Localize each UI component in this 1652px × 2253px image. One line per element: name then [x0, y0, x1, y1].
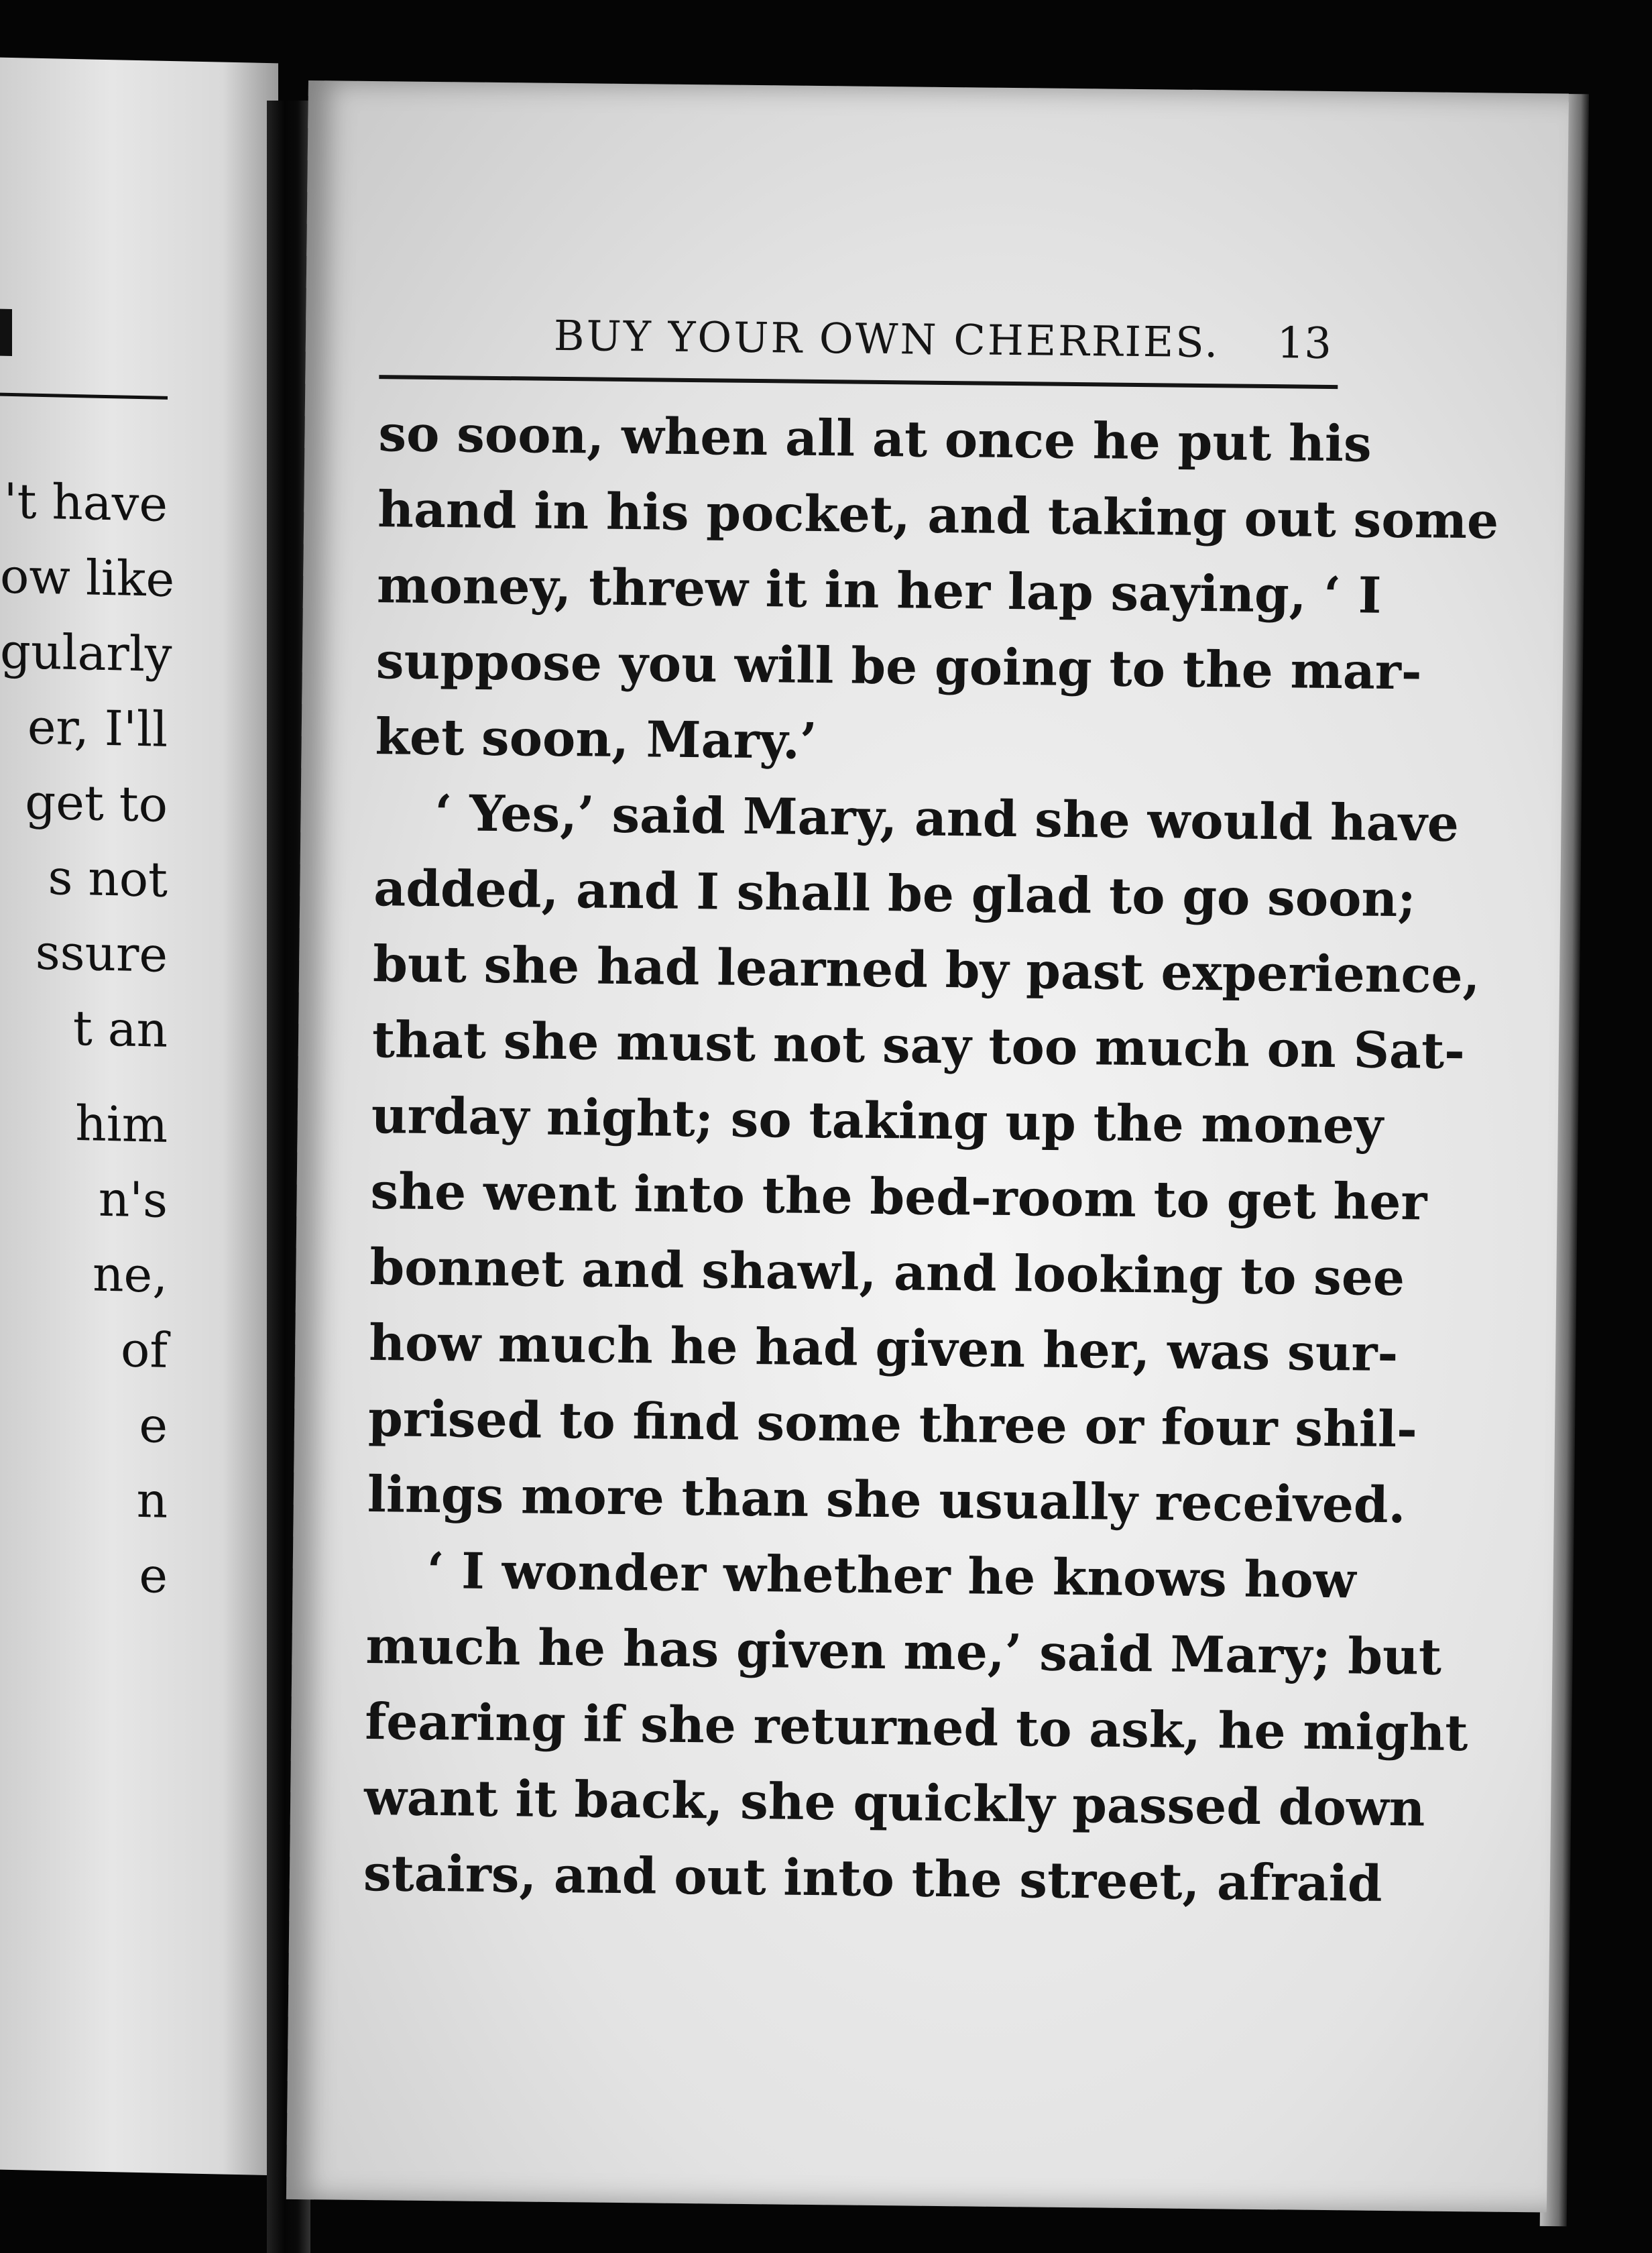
body-text: [363, 396, 1499, 1922]
text-line: money, threw it in her lap saying, ‘ I: [376, 557, 1382, 625]
left-page-fragment: ow like: [0, 547, 175, 608]
left-page-header-fragment: [0, 309, 12, 356]
text-line: ket soon, Mary.’: [375, 708, 818, 770]
left-page-fragment: e: [139, 1396, 168, 1454]
text-line: fearing if she returned to ask, he might: [364, 1693, 1468, 1763]
left-page-fragment: s not: [48, 849, 168, 908]
text-line: but she had learned by past experience,: [372, 935, 1480, 1005]
left-page-fragment: him: [75, 1095, 168, 1153]
text-line: so soon, when all at once he put his: [378, 405, 1372, 473]
left-page-fragment: ssure: [35, 923, 168, 983]
text-line: ‘ I wonder whether he knows how: [426, 1542, 1356, 1610]
text-line: stairs, and out into the street, afraid: [363, 1845, 1383, 1913]
left-page-fragment: e: [139, 1546, 168, 1604]
text-line: how much he had given her, was sur-: [368, 1314, 1399, 1383]
text-line: bonnet and shawl, and looking to see: [369, 1238, 1405, 1308]
facing-page-left: [0, 58, 278, 2176]
text-line: hand in his pocket, and taking out some: [377, 481, 1499, 551]
text-line: urday night; so taking up the money: [371, 1087, 1384, 1155]
left-page-fragment: n's: [98, 1170, 168, 1228]
paragraph: [363, 1533, 1468, 1922]
text-line: ‘ Yes,’ said Mary, and she would have: [434, 785, 1460, 854]
left-page-fragment: gularly: [0, 622, 172, 683]
page-number: 13: [1277, 319, 1332, 369]
paragraph: [367, 775, 1480, 1543]
left-page-text-fragments: [0, 463, 278, 1616]
text-line: she went into the bed-room to get her: [370, 1163, 1427, 1232]
text-line: lings more than she usually received.: [367, 1466, 1406, 1535]
text-line: added, and I shall be glad to go soon;: [373, 860, 1417, 929]
left-page-fragment: ne,: [93, 1245, 168, 1304]
book-page: [286, 80, 1569, 2213]
left-page-fragment: 't have: [3, 472, 168, 532]
left-page-fragment: er, I'll: [27, 698, 168, 758]
left-page-fragment: n: [136, 1471, 168, 1529]
text-line: suppose you will be going to the mar-: [375, 632, 1423, 701]
left-page-fragment: of: [121, 1321, 168, 1379]
left-page-fragment: t an: [72, 999, 168, 1058]
running-header: [379, 309, 1332, 380]
text-line: that she must not say too much on Sat-: [371, 1011, 1466, 1081]
text-line: much he has given me,’ said Mary; but: [365, 1617, 1442, 1686]
text-line: want it back, she quickly passed down: [363, 1769, 1425, 1838]
text-line: prised to find some three or four shil-: [367, 1390, 1418, 1459]
left-page-fragment: get to: [25, 773, 168, 833]
running-title: BUY YOUR OWN CHERRIES.: [553, 310, 1220, 367]
left-page-header-rule: [0, 393, 168, 400]
paragraph: [375, 396, 1499, 785]
